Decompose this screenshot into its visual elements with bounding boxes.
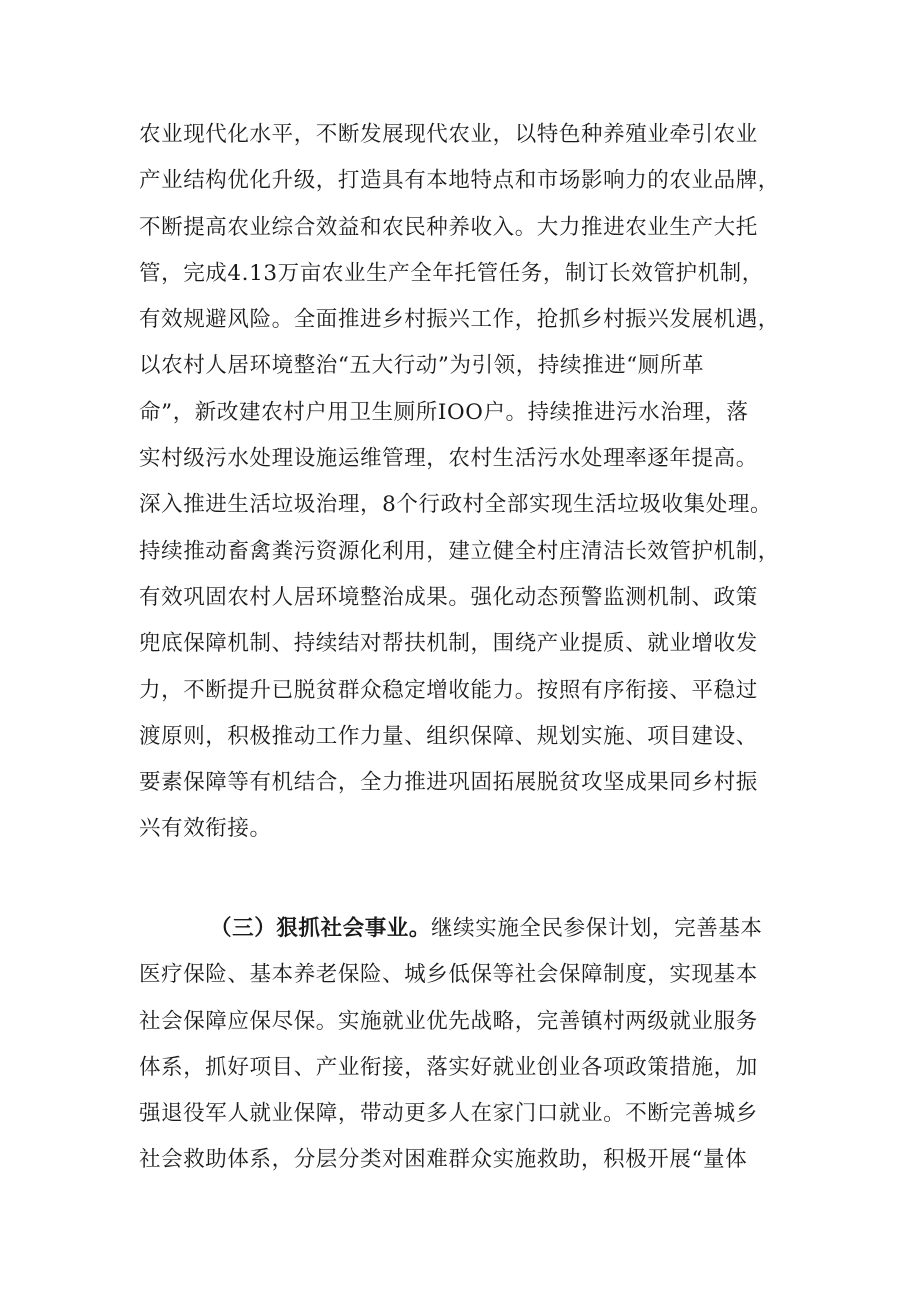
text-line: 力，不断提升已脱贫群众稳定增收能力。按照有序衔接、平稳过 <box>139 677 758 703</box>
text-line: 兜底保障机制、持续结对帮扶机制，围绕产业提质、就业增收发 <box>139 631 758 657</box>
text-line: 深入推进生活垃圾治理，8个行政村全部实现生活垃圾收集处理。 <box>139 492 773 518</box>
text-line: 不断提高农业综合效益和农民种养收入。大力推进农业生产大托 <box>139 214 758 240</box>
text-line: 医疗保险、基本养老保险、城乡低保等社会保障制度，实现基本 <box>139 962 758 988</box>
text-line: 要素保障等有机结合，全力推进巩固拓展脱贫攻坚成果同乡村振 <box>139 770 758 796</box>
text-line-first <box>139 906 789 952</box>
text-line: 管，完成4.13万亩农业生产全年托管任务，制订长效管护机制， <box>139 260 764 286</box>
text-line: 强退役军人就业保障，带动更多人在家门口就业。不断完善城乡 <box>139 1101 758 1127</box>
text-line: 兴有效衔接。 <box>139 816 272 842</box>
text-line: 持续推动畜禽粪污资源化利用，建立健全村庄清洁长效管护机制， <box>139 538 780 564</box>
text-line: 产业结构优化升级，打造具有本地特点和市场影响力的农业品牌， <box>139 168 780 194</box>
text-line: 社会保障应保尽保。实施就业优先战略，完善镇村两级就业服务 <box>139 1008 758 1034</box>
text-line: 体系，抓好项目、产业衔接，落实好就业创业各项政策措施，加 <box>139 1054 758 1080</box>
text-line: 命”，新改建农村户用卫生厕所IOO户。持续推进污水治理，落 <box>139 399 749 425</box>
text-line: 以农村人居环境整治“五大行动”为引领，持续推进“厕所革 <box>139 353 705 379</box>
text-line: 渡原则，积极推动工作力量、组织保障、规划实施、项目建设、 <box>139 723 758 749</box>
section-heading: （三）狠抓社会事业。 <box>210 916 432 941</box>
heading-continuation: 继续实施全民参保计划，完善基本 <box>431 916 763 941</box>
text-line: 农业现代化水平，不断发展现代农业，以特色种养殖业牵引农业 <box>139 122 758 147</box>
text-line: 实村级污水处理设施运维管理，农村生活污水处理率逐年提高。 <box>139 446 758 472</box>
paragraph-social-affairs <box>139 906 789 1184</box>
text-line: 有效巩固农村人居环境整治成果。强化动态预警监测机制、政策 <box>139 584 758 610</box>
text-line: 有效规避风险。全面推进乡村振兴工作，抢抓乡村振兴发展机遇， <box>139 307 780 333</box>
paragraph-agriculture <box>139 112 789 853</box>
text-line: 社会救助体系，分层分类对困难群众实施救助，积极开展“量体 <box>139 1147 748 1173</box>
